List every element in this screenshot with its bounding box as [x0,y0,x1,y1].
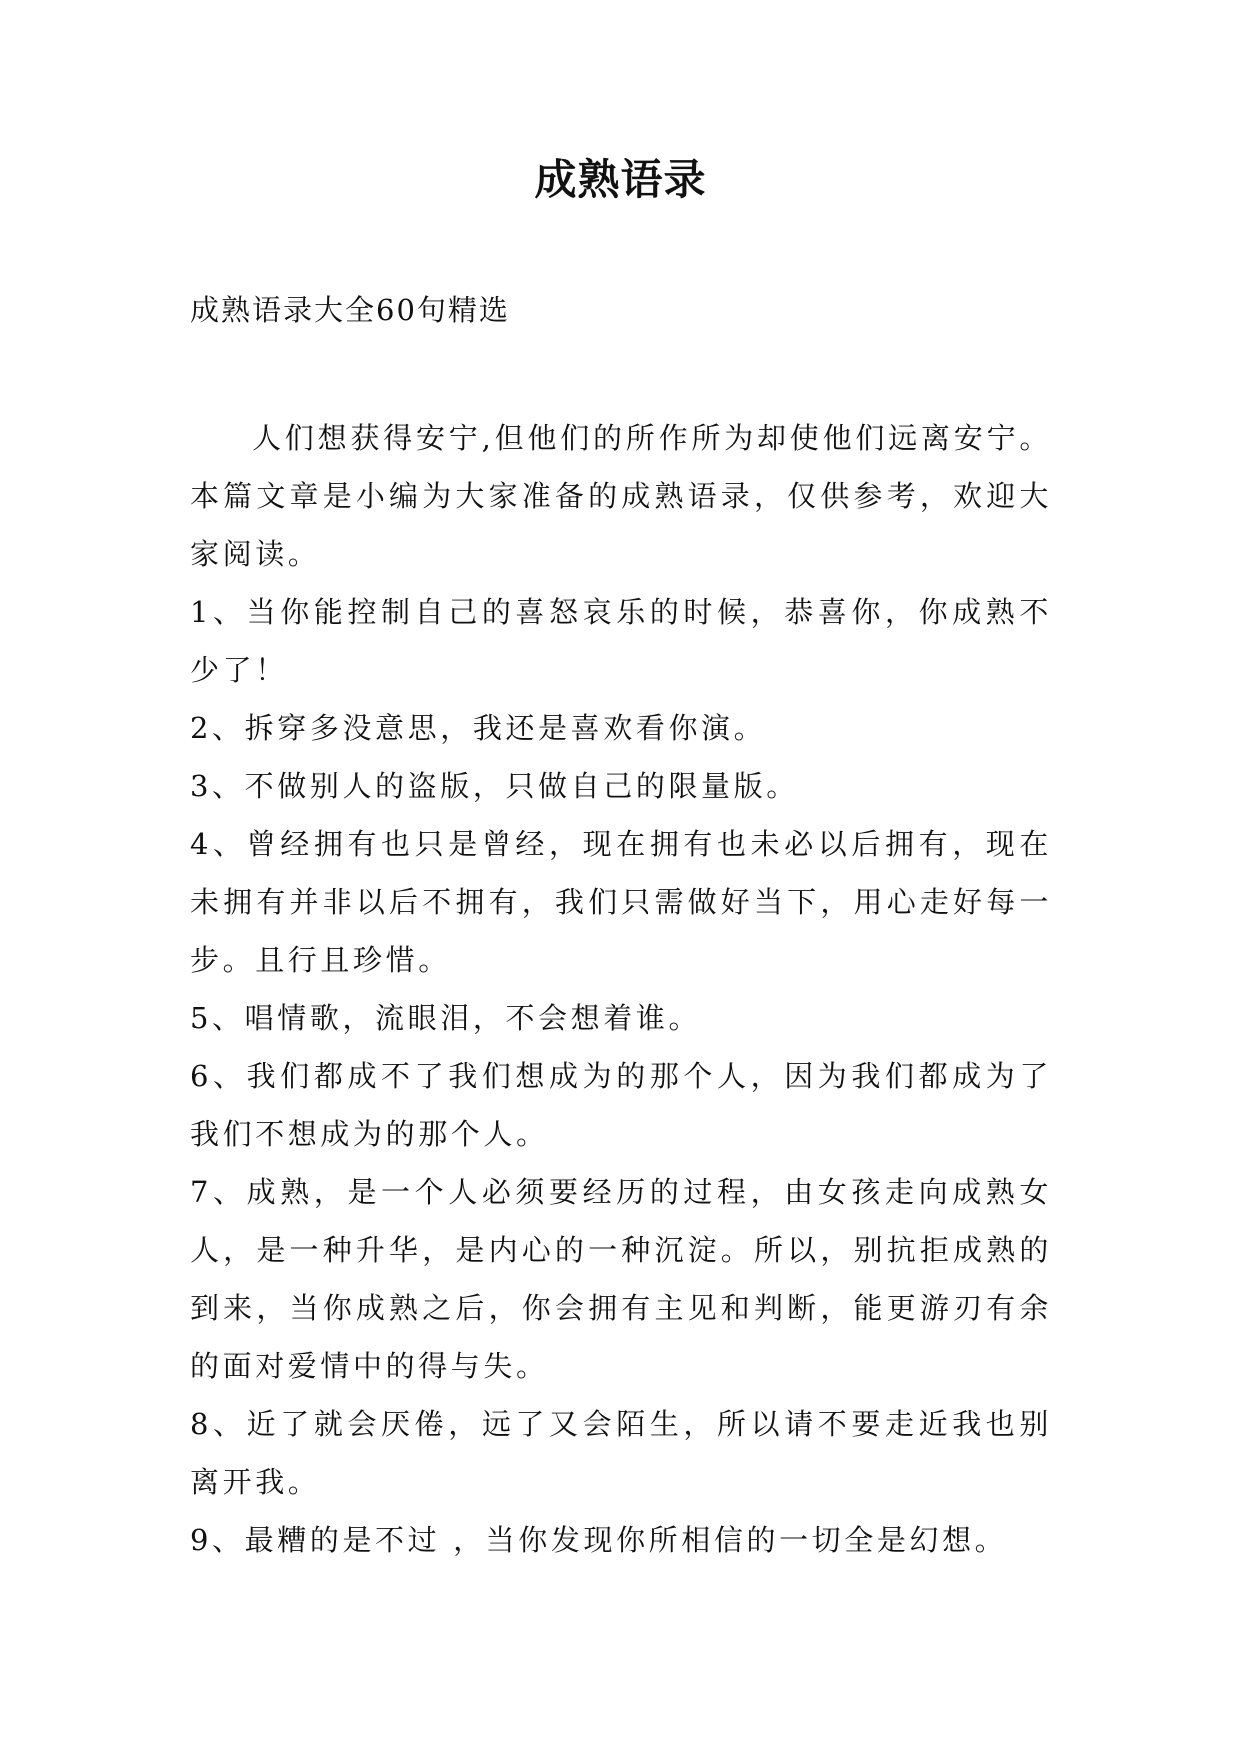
quote-item: 8、近了就会厌倦，远了又会陌生，所以请不要走近我也别离开我。 [190,1407,1052,1499]
quote-item: 1、当你能控制自己的喜怒哀乐的时候，恭喜你，你成熟不少了！ [190,595,1052,687]
quote-item: 6、我们都成不了我们想成为的那个人，因为我们都成为了我们不想成为的那个人。 [190,1059,1052,1151]
quote-item: 7、成熟，是一个人必须要经历的过程，由女孩走向成熟女人，是一种升华，是内心的一种沉淀。所以，别抗拒成熟的到来，当你成熟之后，你会拥有主见和判断，能更游刃有余的面对爱情中的得与失。 [190,1175,1052,1383]
document-title: 成熟语录 [534,155,707,204]
quote-item: 3、不做别人的盗版，只做自己的限量版。 [190,769,799,803]
quote-item: 5、唱情歌，流眼泪，不会想着谁。 [190,1001,702,1035]
document-body [190,409,1052,1569]
quote-item: 2、拆穿多没意思，我还是喜欢看你演。 [190,711,767,745]
quote-item: 9、最糟的是不过 ，当你发现你所相信的一切全是幻想。 [190,1523,1008,1557]
quote-item: 4、曾经拥有也只是曾经，现在拥有也未必以后拥有，现在未拥有并非以后不拥有，我们只需做好当下，用心走好每一步。且行且珍惜。 [190,827,1052,977]
document-subtitle: 成熟语录大全60句精选 [190,293,510,327]
intro-paragraph: 人们想获得安宁,但他们的所作所为却使他们远离安宁。本篇文章是小编为大家准备的成熟语录，仅供参考，欢迎大家阅读。 [190,421,1052,571]
